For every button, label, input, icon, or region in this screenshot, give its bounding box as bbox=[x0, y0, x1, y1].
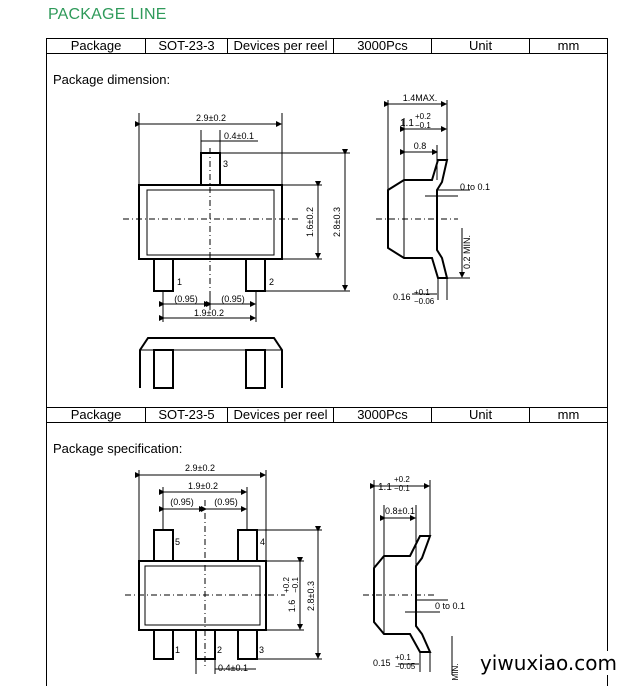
dim-total-height: 2.8±0.3 bbox=[306, 581, 316, 611]
dim-total-height: 2.8±0.3 bbox=[332, 207, 342, 237]
dim-lead-t-base: 1.1 bbox=[378, 482, 392, 493]
page-title: PACKAGE LINE bbox=[48, 6, 167, 23]
dim-max-height: 1.4MAX. bbox=[402, 93, 438, 103]
dim-lead-t-plus: +0.2 bbox=[415, 112, 431, 121]
dim-pitch-a: (0.95) bbox=[170, 497, 194, 507]
sot23-3-side-view bbox=[376, 100, 470, 300]
package-value: SOT-23-3 bbox=[146, 39, 228, 53]
unit-label: Unit bbox=[432, 408, 530, 422]
sot23-3-front-view bbox=[140, 338, 282, 388]
dim-span: 1.9±0.2 bbox=[188, 481, 218, 491]
dim-min-lead: 0.2 MIN. bbox=[462, 234, 472, 270]
dim-pin-width: 0.4±0.1 bbox=[218, 663, 248, 673]
reel-label: Devices per reel bbox=[228, 408, 334, 422]
dim-pin-top: 0.4±0.1 bbox=[224, 131, 254, 141]
reel-label: Devices per reel bbox=[228, 39, 334, 53]
dim-thick-plus: +0.1 bbox=[395, 653, 411, 662]
dim-thick-base: 0.16 bbox=[393, 292, 411, 302]
dim-body-h-base: 1.6 bbox=[287, 599, 297, 613]
dim-body-height: 1.6±0.2 bbox=[305, 207, 315, 237]
dim-lead-width: 0.8 bbox=[413, 141, 427, 151]
pin-label-3: 3 bbox=[259, 645, 265, 655]
dim-thick-minus: −0.05 bbox=[395, 662, 416, 671]
pin-label-2: 2 bbox=[217, 645, 223, 655]
package-value: SOT-23-5 bbox=[146, 408, 228, 422]
pin-label-4: 4 bbox=[260, 537, 266, 547]
section-title: Package specification: bbox=[53, 441, 183, 456]
reel-value: 3000Pcs bbox=[334, 408, 432, 422]
sot23-3-top-view bbox=[123, 113, 350, 322]
dim-body-h-minus: −0.1 bbox=[291, 577, 300, 593]
dim-lead-t-minus: −0.1 bbox=[415, 121, 431, 130]
unit-label: Unit bbox=[432, 39, 530, 53]
dim-standoff: 0 to 0.1 bbox=[460, 182, 491, 192]
pin-2 bbox=[246, 259, 265, 291]
package-label: Package bbox=[47, 408, 146, 422]
pin-label-1: 1 bbox=[177, 277, 183, 287]
pin-label-2: 2 bbox=[269, 277, 275, 287]
dim-min-lead: MIN. bbox=[451, 663, 460, 681]
section-title: Package dimension: bbox=[53, 72, 171, 87]
watermark-text: yiwuxiao.com bbox=[479, 651, 617, 675]
dim-body-h-plus: +0.2 bbox=[282, 577, 291, 593]
unit-value: mm bbox=[557, 408, 580, 422]
pin-label-3: 3 bbox=[223, 159, 229, 169]
reel-value: 3000Pcs bbox=[334, 39, 432, 53]
dim-span: 1.9±0.2 bbox=[194, 308, 224, 318]
dim-width-top: 2.9±0.2 bbox=[196, 113, 226, 123]
dim-width-top: 2.9±0.2 bbox=[185, 463, 215, 473]
dim-lead-width: 0.8±0.1 bbox=[385, 506, 415, 516]
dim-pitch-b: (0.95) bbox=[221, 294, 245, 304]
dim-pitch-b: (0.95) bbox=[214, 497, 238, 507]
dim-lead-t-plus: +0.2 bbox=[394, 475, 410, 484]
dim-pitch-a: (0.95) bbox=[174, 294, 198, 304]
dim-lead-t-base: 1.1 bbox=[400, 118, 414, 129]
dim-thick-base: 0.15 bbox=[373, 658, 391, 668]
dim-standoff: 0 to 0.1 bbox=[435, 601, 466, 611]
unit-value: mm bbox=[557, 39, 580, 53]
dim-thick-plus: +0.1 bbox=[414, 288, 430, 297]
pin-label-1: 1 bbox=[175, 645, 181, 655]
dim-thick-minus: −0.06 bbox=[414, 297, 435, 306]
pin-label-5: 5 bbox=[175, 537, 181, 547]
dim-lead-t-minus: −0.1 bbox=[394, 484, 410, 493]
package-label: Package bbox=[47, 39, 146, 53]
pin-1 bbox=[154, 259, 173, 291]
